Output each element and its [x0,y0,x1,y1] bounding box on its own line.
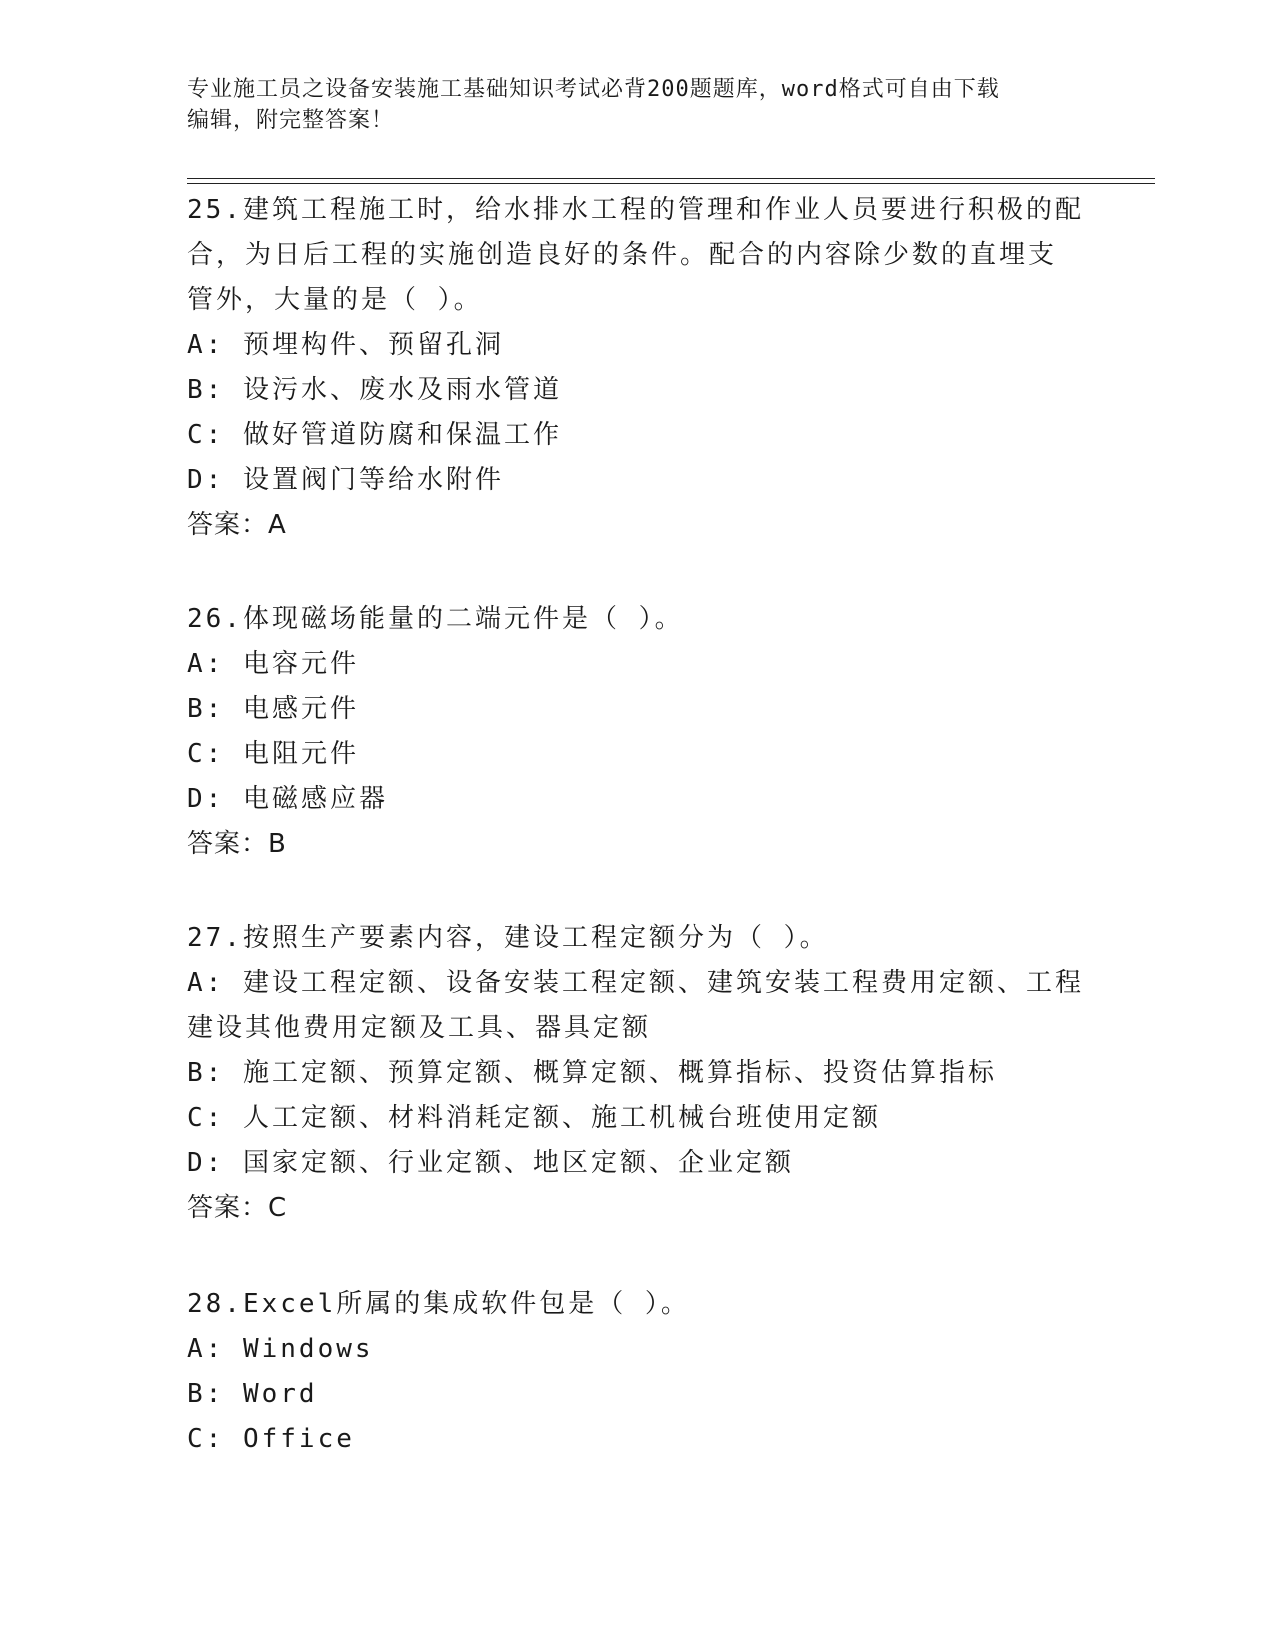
answer: 答案：B [187,829,287,859]
option-a-continued: 建设其他费用定额及工具、器具定额 [187,1013,652,1043]
option-d: D: 设置阀门等给水附件 [187,465,504,495]
answer: 答案：C [187,1193,288,1223]
question-stem-line: 26.体现磁场能量的二端元件是（ ）。 [187,604,684,634]
question-25 [187,188,1087,548]
header-line-1: 专业施工员之设备安装施工基础知识考试必背200题题库，word格式可自由下载 [187,77,1000,102]
header-line-2: 编辑，附完整答案！ [187,108,395,133]
question-stem-line: 25.建筑工程施工时，给水排水工程的管理和作业人员要进行积极的配 [187,195,1084,225]
document-header [187,74,1087,136]
option-a: A: 预埋构件、预留孔洞 [187,330,504,360]
question-stem-line: 28.Excel所属的集成软件包是（ ）。 [187,1289,690,1319]
option-d: D: 国家定额、行业定额、地区定额、企业定额 [187,1148,794,1178]
question-28 [187,1282,1087,1462]
option-a: A: 电容元件 [187,649,359,679]
option-b: B: 设污水、废水及雨水管道 [187,375,562,405]
option-a: A: 建设工程定额、设备安装工程定额、建筑安装工程费用定额、工程 [187,968,1084,998]
question-stem-line: 合，为日后工程的实施创造良好的条件。配合的内容除少数的直埋支 [187,240,1058,270]
option-d: D: 电磁感应器 [187,784,388,814]
question-stem-line: 管外，大量的是（ ）。 [187,285,483,315]
question-26 [187,597,1087,867]
option-b: B: 电感元件 [187,694,359,724]
option-c: C: Office [187,1424,355,1454]
answer: 答案：A [187,510,287,540]
option-c: C: 电阻元件 [187,739,359,769]
option-a: A: Windows [187,1334,374,1364]
option-c: C: 做好管道防腐和保温工作 [187,420,562,450]
option-b: B: Word [187,1379,318,1409]
question-27 [187,916,1087,1231]
option-b: B: 施工定额、预算定额、概算定额、概算指标、投资估算指标 [187,1058,997,1088]
header-divider-top [187,178,1155,179]
option-c: C: 人工定额、材料消耗定额、施工机械台班使用定额 [187,1103,881,1133]
header-divider-bottom [187,183,1155,184]
question-stem-line: 27.按照生产要素内容，建设工程定额分为（ ）。 [187,923,829,953]
